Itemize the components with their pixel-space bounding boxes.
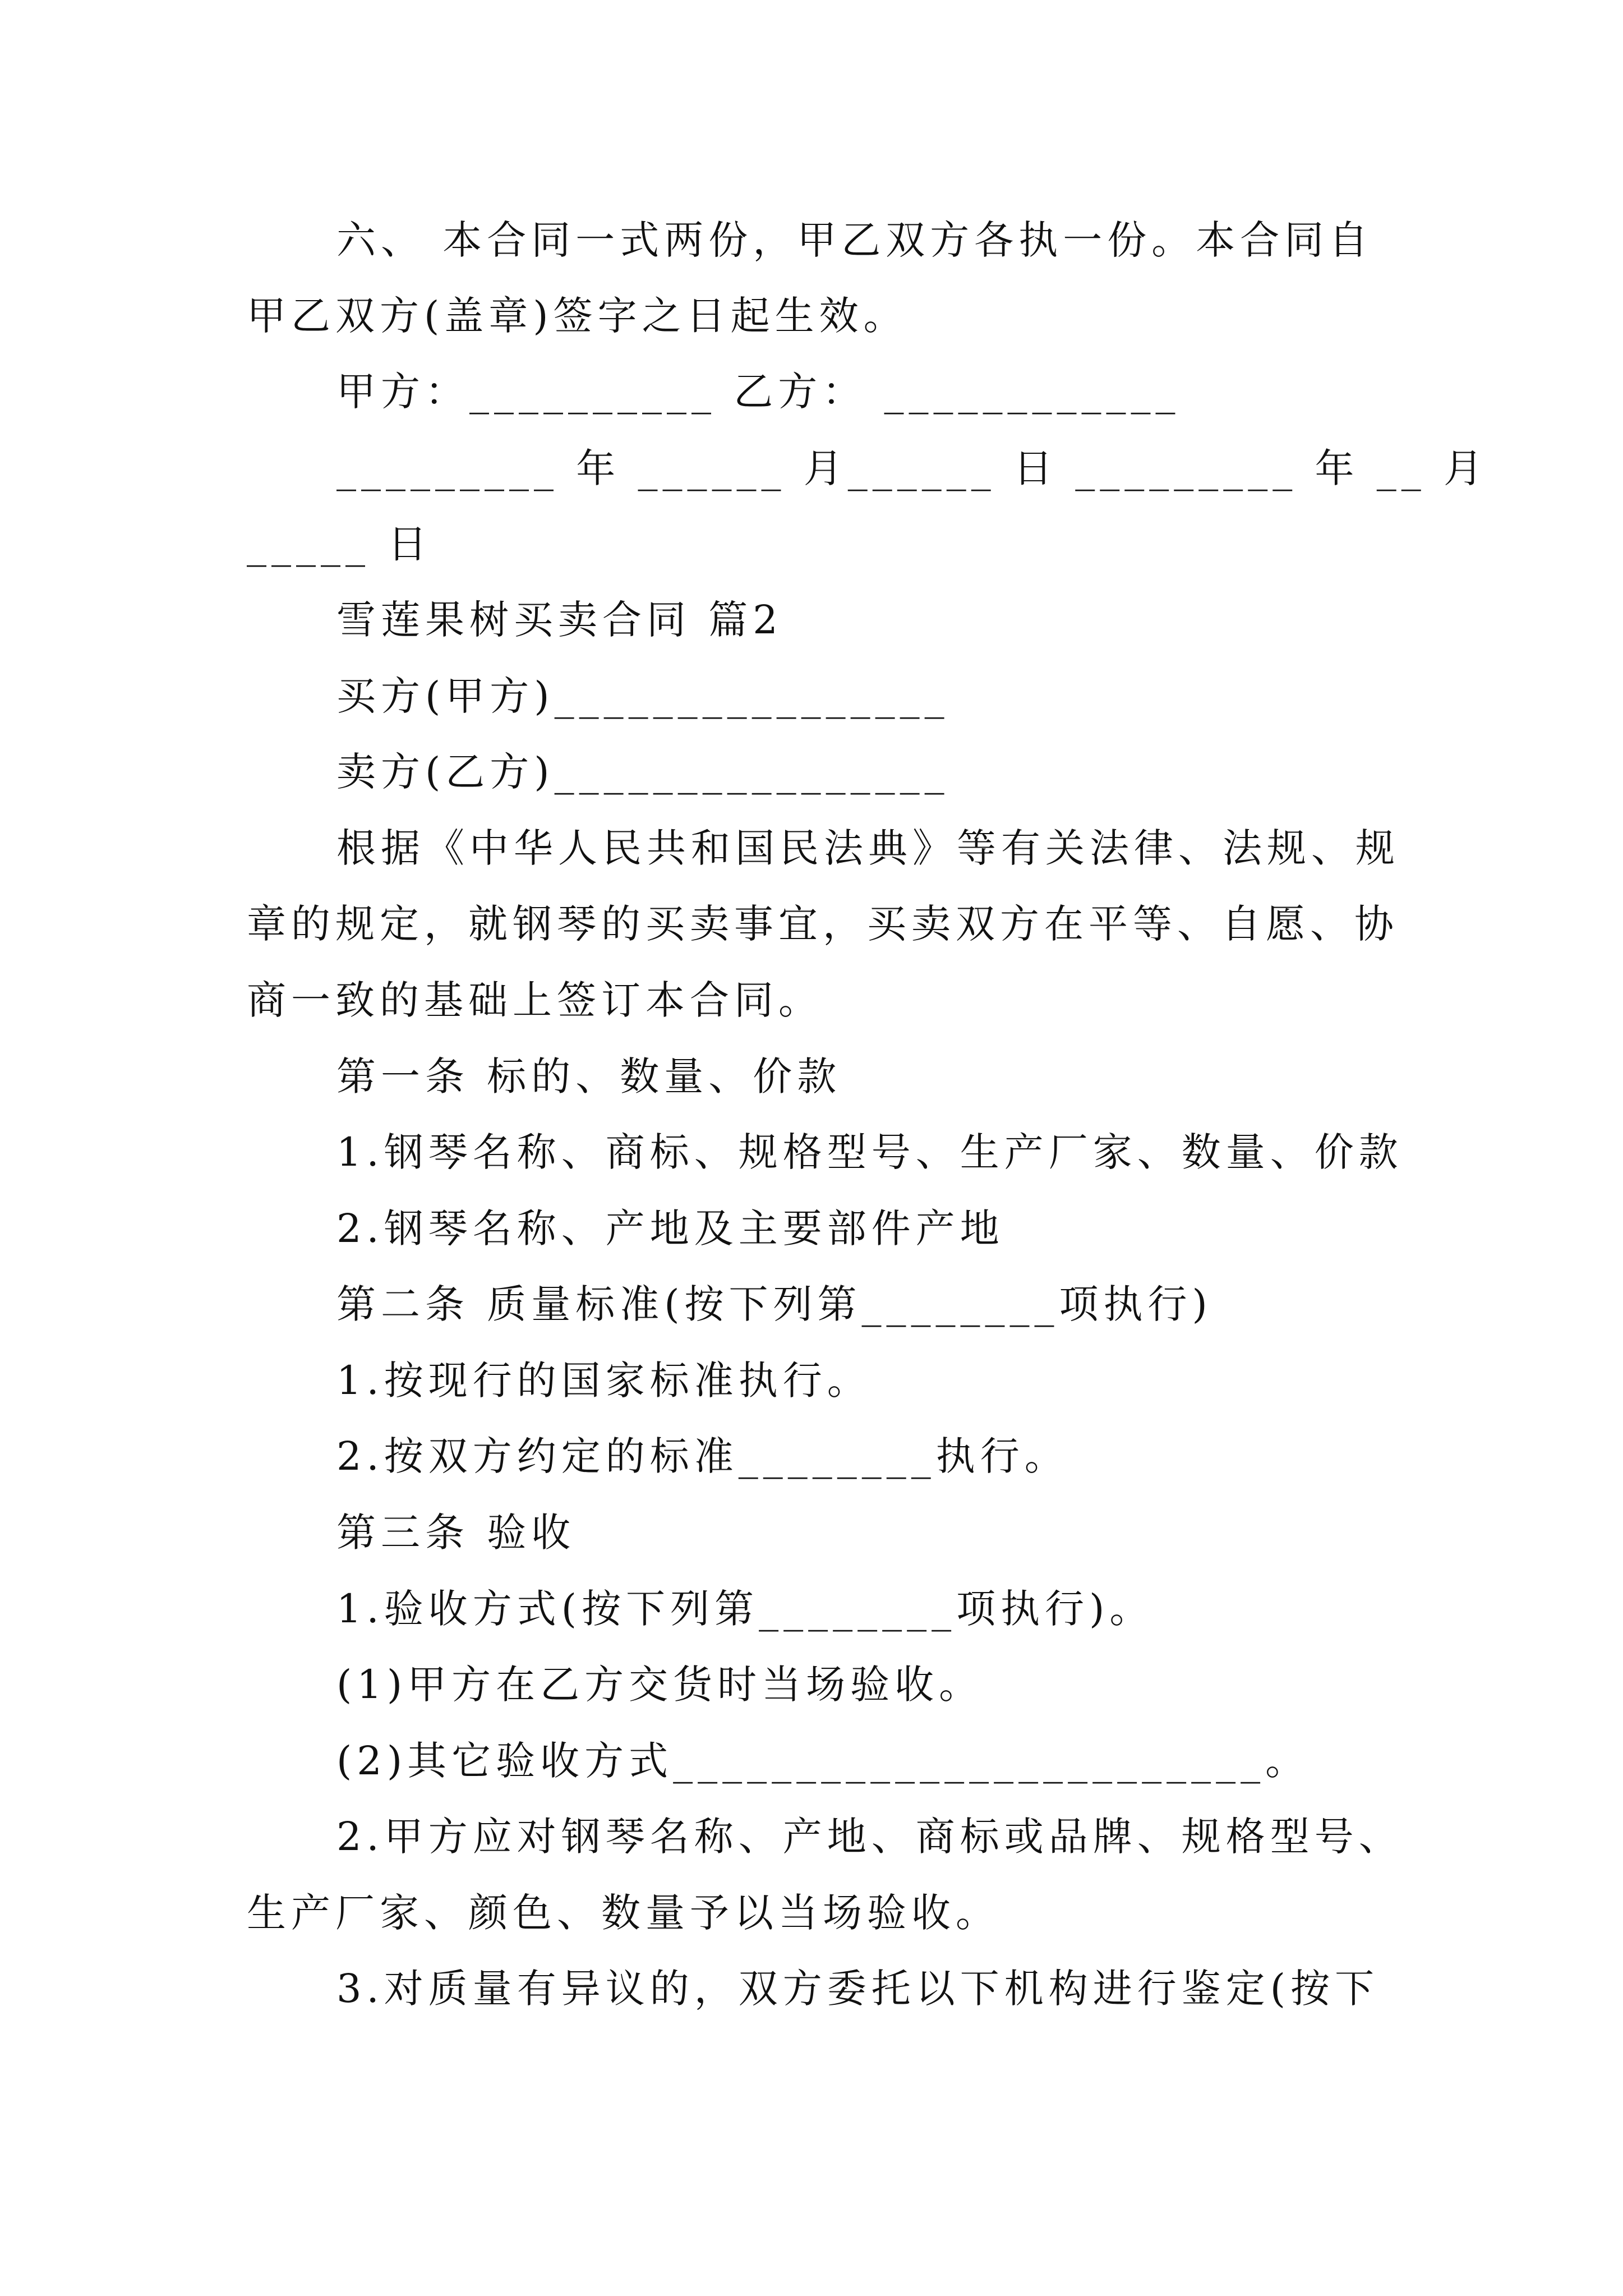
article-1-item-2: 2.钢琴名称、产地及主要部件产地 <box>336 1205 1004 1251</box>
article-1-title: 第一条 标的、数量、价款 <box>336 1053 842 1099</box>
preamble-line-3: 商一致的基础上签订本合同。 <box>247 977 823 1023</box>
preamble-line-2: 章的规定，就钢琴的买卖事宜，买卖双方在平等、自愿、协 <box>247 901 1399 947</box>
article-3-subitem-2: (2)其它验收方式________________________。 <box>336 1738 1310 1784</box>
article-3-item-1: 1.验收方式(按下列第________项执行)。 <box>336 1586 1154 1632</box>
article-2-item-1: 1.按现行的国家标准执行。 <box>336 1358 872 1404</box>
article-2-item-2: 2.按双方约定的标准________执行。 <box>336 1433 1069 1479</box>
clause-six-line-1: 六、 本合同一式两份，甲乙双方各执一份。本合同自 <box>336 217 1373 263</box>
article-3-item-2-line-1: 2.甲方应对钢琴名称、产地、商标或品牌、规格型号、 <box>336 1814 1403 1860</box>
article-2-title: 第二条 质量标准(按下列第________项执行) <box>336 1281 1212 1327</box>
article-3-item-2-line-2: 生产厂家、颜色、数量予以当场验收。 <box>247 1890 1000 1936</box>
seller-line: 卖方(乙方)________________ <box>336 749 949 795</box>
clause-six-line-2: 甲乙双方(盖章)签字之日起生效。 <box>247 293 908 339</box>
article-3-subitem-1: (1)甲方在乙方交货时当场验收。 <box>336 1662 984 1708</box>
date-line-1: _________ 年 ______ 月______ 日 _________ 年 __ 月 <box>336 445 1488 491</box>
party-signature-line: 甲方：__________ 乙方： ____________ <box>336 369 1181 415</box>
article-1-item-1: 1.钢琴名称、商标、规格型号、生产厂家、数量、价款 <box>336 1129 1403 1175</box>
article-3-item-3-line-1: 3.对质量有异议的，双方委托以下机构进行鉴定(按下 <box>336 1966 1380 2012</box>
section-title: 雪莲果树买卖合同 篇2 <box>336 597 783 643</box>
buyer-line: 买方(甲方)________________ <box>336 673 949 719</box>
date-line-2: _____ 日 <box>247 521 432 567</box>
preamble-line-1: 根据《中华人民共和国民法典》等有关法律、法规、规 <box>336 825 1400 871</box>
article-3-title: 第三条 验收 <box>336 1510 576 1556</box>
